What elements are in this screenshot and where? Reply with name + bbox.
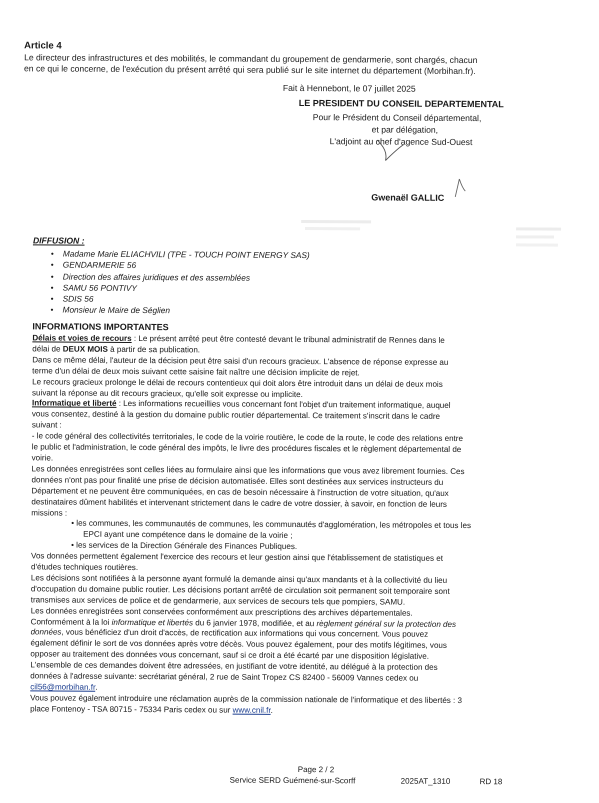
- footer-road: RD 18: [479, 777, 503, 787]
- signature-icon: [449, 177, 469, 199]
- cnil-link[interactable]: www.cnil.fr: [232, 705, 271, 715]
- diffusion-item: • Direction des affaires juridiques et des assemblées: [51, 271, 310, 284]
- info-title: INFORMATIONS IMPORTANTES: [32, 321, 169, 333]
- article-line-2: en ce qui le concerne, de l'exécution du présent arrêté qui sera publié sur le site internet du département (Morbihan.fr).: [23, 63, 476, 77]
- info-line: Vous pouvez également introduire une réclamation auprès de la commission nationale de l'informatique et des libertés : 3: [30, 693, 463, 705]
- info-line: cil56@morbihan.fr.: [30, 682, 98, 692]
- diffusion-title: DIFFUSION :: [32, 235, 85, 246]
- info-line: Le recours gracieux prolonge le délai de recours contentieux qui doit alors être introduit dans un délai de deux mois: [32, 376, 443, 389]
- info-line: - le code général des collectivités territoriales, le code de la voirie routière, le code de la route, le code des relations entre: [31, 431, 464, 444]
- info-line: transmises aux services de police et de gendarmerie, aux services de secours tels que pompiers, SAMU.: [30, 595, 406, 607]
- bleed-through-decoration: [301, 214, 381, 234]
- article-title: Article 4: [24, 40, 62, 52]
- info-line: Les données enregistrées sont conservées conformément aux prescriptions des archives départementales.: [30, 606, 413, 618]
- info-line: Conformément à la loi informatique et libertés du 6 janvier 1978, modifiée, et au règlement général sur la protection des: [30, 616, 457, 629]
- info-line: opposer au traitement des données vous concernant, sauf si ce droit a été écarté par une disposition législative.: [30, 649, 430, 662]
- info-line: Les décisions sont notifiées à la personne ayant formulé la demande ainsi qu'aux mandants et à la collectivité du lieu: [30, 573, 448, 585]
- info-line: le public et l'administration, le code général des impôts, le livre des procédures fiscales et le règlement départemental de: [31, 442, 462, 455]
- mission-bullet-cont: EPCI ayant une compétence dans le domaine de la voirie ;: [83, 529, 293, 541]
- info-line: missions :: [31, 507, 68, 518]
- signature-line-2: et par délégation,: [371, 124, 439, 135]
- footer-service: Service SERD Guémené-sur-Scorff: [229, 775, 356, 786]
- info-line: Vos données permettent également l'exercice des recours et leur gestion ainsi que l'établissement de statistiques et: [31, 551, 443, 564]
- info-line: d'études techniques routières.: [30, 562, 139, 573]
- info-line: données, vous bénéficiez d'un droit d'accès, de rectification aux informations qui vous concernent. Vous pouvez: [30, 627, 429, 640]
- email-link[interactable]: cil56@morbihan.fr: [30, 682, 96, 692]
- diffusion-item: • SDIS 56: [51, 294, 310, 307]
- page-number: Page 2 / 2: [297, 764, 335, 775]
- info-line: données à l'adresse suivante: secrétariat général, 2 rue de Saint Tropez CS 82400 - 56009 Vannes cedex ou: [30, 671, 419, 683]
- info-body: [30, 333, 564, 718]
- diffusion-item: • GENDARMERIE 56: [51, 260, 310, 273]
- info-line: suivant la réponse au dit recours gracieux, qu'elle soit expresse ou implicite.: [32, 387, 303, 399]
- info-line: Informatique et liberté : Les informations recueillies vous concernant font l'objet d'un traitement informatique, auquel: [31, 398, 451, 411]
- diffusion-item: • Monsieur le Maire de Séglien: [51, 305, 310, 318]
- diffusion-item: • SAMU 56 PONTIVY: [51, 282, 310, 295]
- handwritten-mark-icon: [373, 138, 413, 164]
- info-line: voirie.: [31, 453, 54, 463]
- president-title: LE PRESIDENT DU CONSEIL DEPARTEMENTAL: [298, 97, 504, 110]
- diffusion-item: • Madame Marie ELIACHVILI (TPE - TOUCH POINT ENERGY SAS): [51, 248, 310, 261]
- info-line: suivant :: [31, 420, 62, 430]
- info-line: Département et ne peuvent être communiquées, en cas de besoin nécessaire à l'instruction de votre situation, qu'aux: [31, 486, 449, 498]
- info-line: Dans ce même délai, l'auteur de la décision peut être saisi d'un recours gracieux. L'absence de réponse expresse au: [32, 355, 449, 367]
- deux-mois: DEUX MOIS: [62, 344, 108, 354]
- signature-line-1: Pour le Président du Conseil départemental,: [312, 112, 482, 124]
- delais-label: Délais et voies de recours: [32, 333, 132, 343]
- bleed-through-decoration-2: [516, 223, 566, 253]
- info-line: terme d'un délai de deux mois suivant cette saisine fait naître une décision implicite de rejet.: [32, 366, 360, 378]
- signatory-name: Gwenaël GALLIC: [371, 192, 445, 203]
- diffusion-list: [51, 248, 310, 317]
- info-line: Les données enregistrées sont celles liées au formulaire ainsi que les informations que vous avez librement fournies. Ces: [31, 464, 465, 476]
- info-line: L'ensemble de ces demandes doivent être adressées, en justifiant de votre identité, au délégué à la protection des: [30, 660, 438, 673]
- signature-line-3: L'adjoint au chef d'agence Sud-Ouest: [329, 136, 473, 148]
- article-line-1: Le directeur des infrastructures et des mobilités, le commandant du groupement de gendarmerie, sont chargés, chacun: [24, 52, 478, 66]
- info-line: Délais et voies de recours : Le présent arrêté peut être contesté devant le tribunal administratif de Rennes dans le: [32, 333, 445, 345]
- info-line: également définir le sort de vos données après votre décès. Vous pouvez également, pour des motifs légitimes, vous: [30, 638, 447, 651]
- info-line: vous consentez, destiné à la gestion du domaine public routier départemental. Ce traitement s'inscrit dans le cadre: [31, 409, 441, 422]
- info-line: délai de DEUX MOIS à partir de sa publication.: [32, 344, 201, 355]
- footer-reference: 2025AT_1310: [400, 776, 451, 786]
- info-line: d'occupation du domaine public routier. Les décisions portant arrêté de circulation soit permanent soit temporaire sont: [30, 584, 450, 596]
- informatique-label: Informatique et liberté: [31, 398, 117, 409]
- info-line: place Fontenoy - TSA 80715 - 75334 Paris cedex ou sur www.cnil.fr.: [30, 704, 273, 715]
- info-line: données n'ont pas pour finalité une prise de décision automatisée. Elles sont destinées aux services instructeurs du: [31, 475, 444, 487]
- mission-bullet: • les communes, les communautés de communes, les communautés d'agglomération, les métropoles et tous les: [31, 519, 563, 533]
- info-line: destinataires dûment habilités et intervenant strictement dans le cadre de votre dossier, à savoir, en fonction de leurs: [31, 496, 447, 509]
- mission-bullet: • les services de la Direction Générale des Finances Publiques.: [31, 541, 563, 555]
- place-date: Fait à Hennebont, le 07 juillet 2025: [282, 82, 416, 94]
